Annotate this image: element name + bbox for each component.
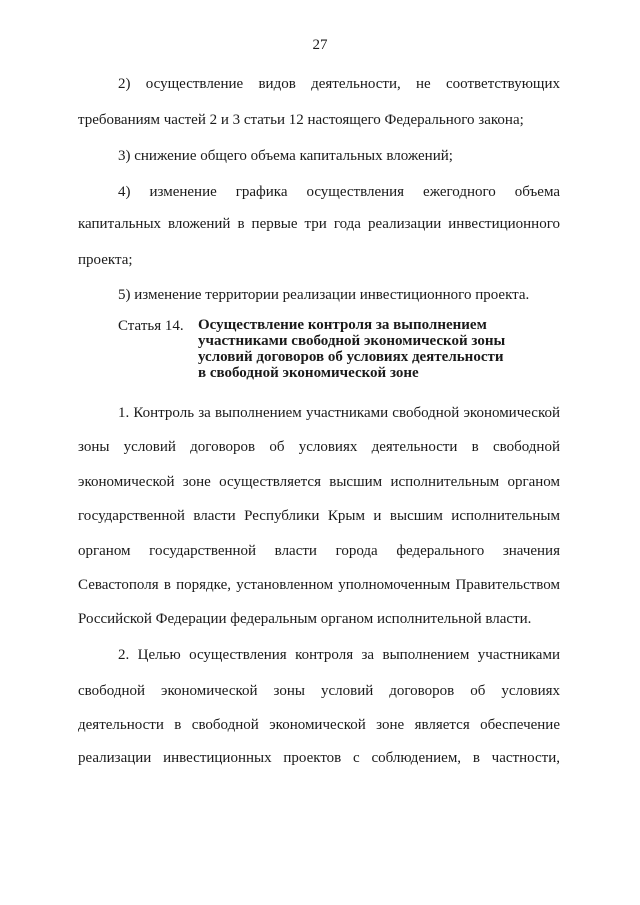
item-4-line-3: проекта; <box>78 252 133 268</box>
paragraph-2-line: свободной экономической зоны условий договоров об условиях <box>78 683 560 699</box>
paragraph-1-line: Севастополя в порядке, установленном уполномоченным Правительством <box>78 577 560 593</box>
article-title-line: условий договоров об условиях деятельности <box>198 349 504 365</box>
page-number: 27 <box>312 37 328 53</box>
article-title-line: Осуществление контроля за выполнением <box>198 317 487 333</box>
paragraph-1-line: государственной власти Республики Крым и высшим исполнительным <box>78 508 560 524</box>
article-title-line: в свободной экономической зоне <box>198 365 419 381</box>
item-4-line-2: капитальных вложений в первые три года реализации инвестиционного <box>78 216 560 232</box>
article-label: Статья 14. <box>118 318 184 334</box>
paragraph-1-line: зоны условий договоров об условиях деятельности в свободной <box>78 439 560 455</box>
article-title-line: участниками свободной экономической зоны <box>198 333 506 349</box>
item-2-line-2: требованиям частей 2 и 3 статьи 12 настоящего Федерального закона; <box>78 112 524 128</box>
item-2-line-1: 2) осуществление видов деятельности, не соответствующих <box>118 76 560 92</box>
item-3: 3) снижение общего объема капитальных вложений; <box>118 148 453 164</box>
paragraph-2-line: реализации инвестиционных проектов с соблюдением, в частности, <box>78 750 560 766</box>
item-4-line-1: 4) изменение графика осуществления ежегодного объема <box>118 184 560 200</box>
paragraph-2-line: 2. Целью осуществления контроля за выполнением участниками <box>118 647 560 663</box>
article-title <box>198 317 528 381</box>
paragraph-1-line: экономической зоне осуществляется высшим исполнительным органом <box>78 474 560 490</box>
paragraph-1-line: 1. Контроль за выполнением участниками свободной экономической <box>118 405 560 421</box>
paragraph-2-line: деятельности в свободной экономической зоне является обеспечение <box>78 717 560 733</box>
paragraph-1-line: Российской Федерации федеральным органом исполнительной власти. <box>78 611 532 627</box>
item-5: 5) изменение территории реализации инвестиционного проекта. <box>118 287 530 303</box>
paragraph-1-line: органом государственной власти города федерального значения <box>78 543 560 559</box>
